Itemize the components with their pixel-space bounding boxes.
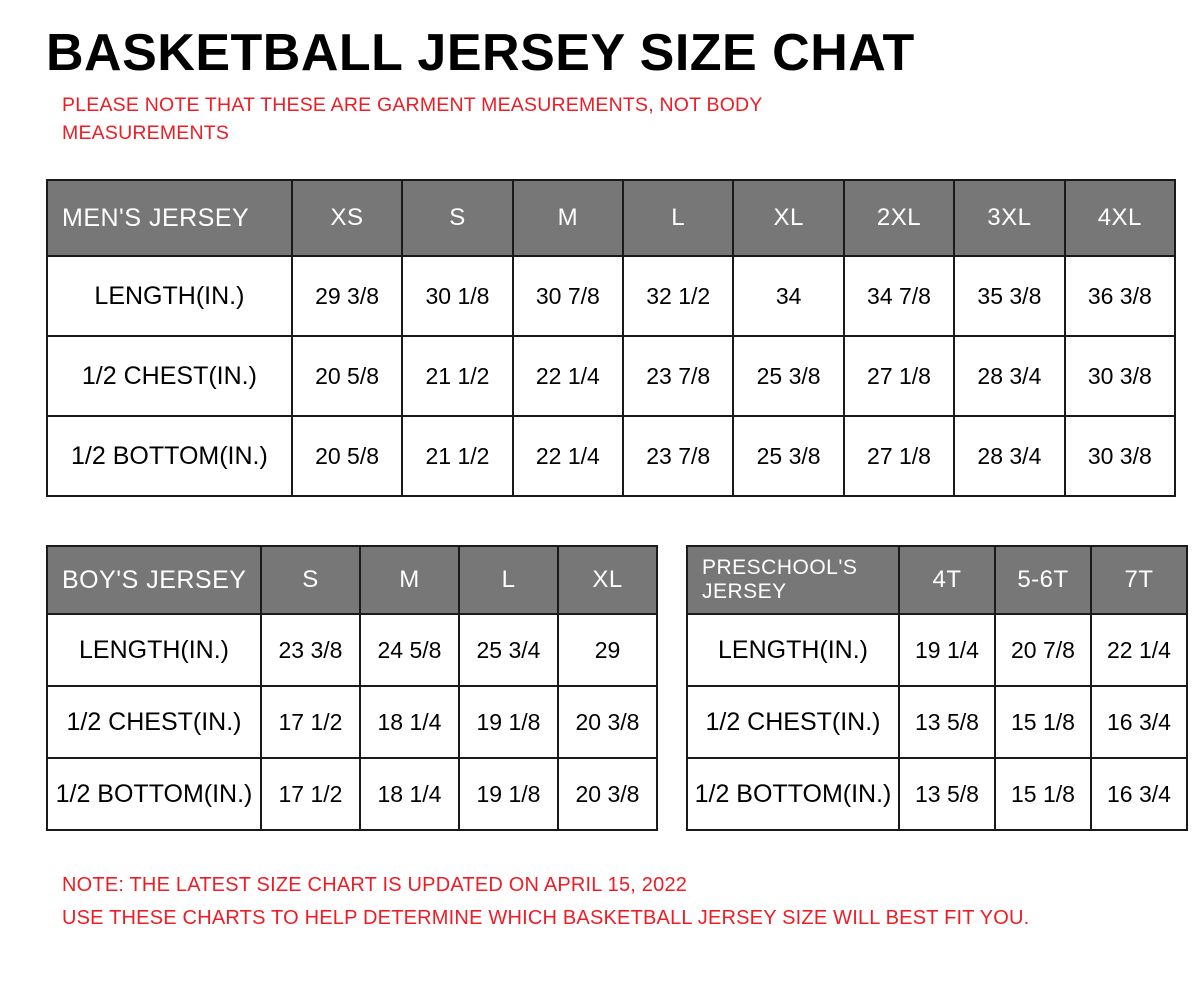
mens-chest-xs: 20 5/8	[292, 336, 402, 416]
boys-header-s: S	[261, 546, 360, 614]
table-row	[47, 758, 657, 830]
boys-header-l: L	[459, 546, 558, 614]
preschool-length-7t: 22 1/4	[1091, 614, 1187, 686]
boys-header-m: M	[360, 546, 459, 614]
preschool-length-4t: 19 1/4	[899, 614, 995, 686]
preschool-bottom-5-6t: 15 1/8	[995, 758, 1091, 830]
mens-bottom-4xl: 30 3/8	[1065, 416, 1175, 496]
boys-chest-l: 19 1/8	[459, 686, 558, 758]
table-row	[687, 686, 1187, 758]
mens-header-2xl: 2XL	[844, 180, 954, 256]
boys-table-header-row	[47, 546, 657, 614]
mens-row-label-bottom: 1/2 BOTTOM(IN.)	[47, 416, 292, 496]
boys-bottom-l: 19 1/8	[459, 758, 558, 830]
mens-bottom-3xl: 28 3/4	[954, 416, 1064, 496]
boys-chest-xl: 20 3/8	[558, 686, 657, 758]
boys-row-label-bottom: 1/2 BOTTOM(IN.)	[47, 758, 261, 830]
page-title: BASKETBALL JERSEY SIZE CHAT	[46, 24, 915, 82]
preschool-row-label-bottom: 1/2 BOTTOM(IN.)	[687, 758, 899, 830]
preschool-bottom-7t: 16 3/4	[1091, 758, 1187, 830]
preschool-chest-4t: 13 5/8	[899, 686, 995, 758]
mens-bottom-s: 21 1/2	[402, 416, 512, 496]
preschool-bottom-4t: 13 5/8	[899, 758, 995, 830]
mens-table-header-row	[47, 180, 1175, 256]
mens-bottom-xl: 25 3/8	[733, 416, 843, 496]
mens-length-2xl: 34 7/8	[844, 256, 954, 336]
mens-length-xs: 29 3/8	[292, 256, 402, 336]
table-row	[47, 416, 1175, 496]
mens-length-xl: 34	[733, 256, 843, 336]
mens-header-4xl: 4XL	[1065, 180, 1175, 256]
mens-chest-s: 21 1/2	[402, 336, 512, 416]
mens-header-xs: XS	[292, 180, 402, 256]
mens-row-label-chest: 1/2 CHEST(IN.)	[47, 336, 292, 416]
boys-header-title: BOY'S JERSEY	[47, 546, 261, 614]
boys-jersey-size-table	[46, 545, 658, 831]
mens-length-l: 32 1/2	[623, 256, 733, 336]
mens-length-m: 30 7/8	[513, 256, 623, 336]
preschool-header-title: PRESCHOOL'S JERSEY	[687, 546, 899, 614]
table-row	[47, 614, 657, 686]
boys-row-label-length: LENGTH(IN.)	[47, 614, 261, 686]
boys-bottom-s: 17 1/2	[261, 758, 360, 830]
boys-length-m: 24 5/8	[360, 614, 459, 686]
preschool-table-header-row	[687, 546, 1187, 614]
lower-tables-container	[46, 545, 1176, 831]
mens-chest-l: 23 7/8	[623, 336, 733, 416]
boys-bottom-m: 18 1/4	[360, 758, 459, 830]
preschool-header-4t: 4T	[899, 546, 995, 614]
table-row	[47, 256, 1175, 336]
bottom-note-update: NOTE: THE LATEST SIZE CHART IS UPDATED ON APRIL 15, 2022	[62, 874, 688, 897]
mens-bottom-l: 23 7/8	[623, 416, 733, 496]
mens-bottom-m: 22 1/4	[513, 416, 623, 496]
preschool-jersey-size-table	[686, 545, 1188, 831]
boys-length-l: 25 3/4	[459, 614, 558, 686]
mens-header-m: M	[513, 180, 623, 256]
mens-chest-4xl: 30 3/8	[1065, 336, 1175, 416]
mens-row-label-length: LENGTH(IN.)	[47, 256, 292, 336]
mens-chest-3xl: 28 3/4	[954, 336, 1064, 416]
preschool-chest-7t: 16 3/4	[1091, 686, 1187, 758]
mens-header-xl: XL	[733, 180, 843, 256]
mens-header-l: L	[623, 180, 733, 256]
preschool-chest-5-6t: 15 1/8	[995, 686, 1091, 758]
boys-length-s: 23 3/8	[261, 614, 360, 686]
mens-length-3xl: 35 3/8	[954, 256, 1064, 336]
bottom-note-usage: USE THESE CHARTS TO HELP DETERMINE WHICH BASKETBALL JERSEY SIZE WILL BEST FIT YOU.	[62, 907, 1030, 930]
mens-chest-xl: 25 3/8	[733, 336, 843, 416]
mens-jersey-size-table	[46, 179, 1176, 497]
mens-chest-2xl: 27 1/8	[844, 336, 954, 416]
mens-bottom-xs: 20 5/8	[292, 416, 402, 496]
preschool-length-5-6t: 20 7/8	[995, 614, 1091, 686]
boys-chest-m: 18 1/4	[360, 686, 459, 758]
mens-header-title: MEN'S JERSEY	[47, 180, 292, 256]
top-disclaimer-note: PLEASE NOTE THAT THESE ARE GARMENT MEASUREMENTS, NOT BODY MEASUREMENTS	[62, 93, 763, 144]
mens-chest-m: 22 1/4	[513, 336, 623, 416]
boys-row-label-chest: 1/2 CHEST(IN.)	[47, 686, 261, 758]
boys-chest-s: 17 1/2	[261, 686, 360, 758]
preschool-header-7t: 7T	[1091, 546, 1187, 614]
bottom-notes	[62, 869, 1176, 935]
preschool-header-5-6t: 5-6T	[995, 546, 1091, 614]
boys-bottom-xl: 20 3/8	[558, 758, 657, 830]
table-row	[687, 614, 1187, 686]
table-row	[47, 686, 657, 758]
boys-length-xl: 29	[558, 614, 657, 686]
mens-header-s: S	[402, 180, 512, 256]
mens-length-4xl: 36 3/8	[1065, 256, 1175, 336]
mens-length-s: 30 1/8	[402, 256, 512, 336]
mens-header-3xl: 3XL	[954, 180, 1064, 256]
preschool-row-label-length: LENGTH(IN.)	[687, 614, 899, 686]
boys-header-xl: XL	[558, 546, 657, 614]
table-row	[687, 758, 1187, 830]
preschool-row-label-chest: 1/2 CHEST(IN.)	[687, 686, 899, 758]
mens-bottom-2xl: 27 1/8	[844, 416, 954, 496]
table-row	[47, 336, 1175, 416]
